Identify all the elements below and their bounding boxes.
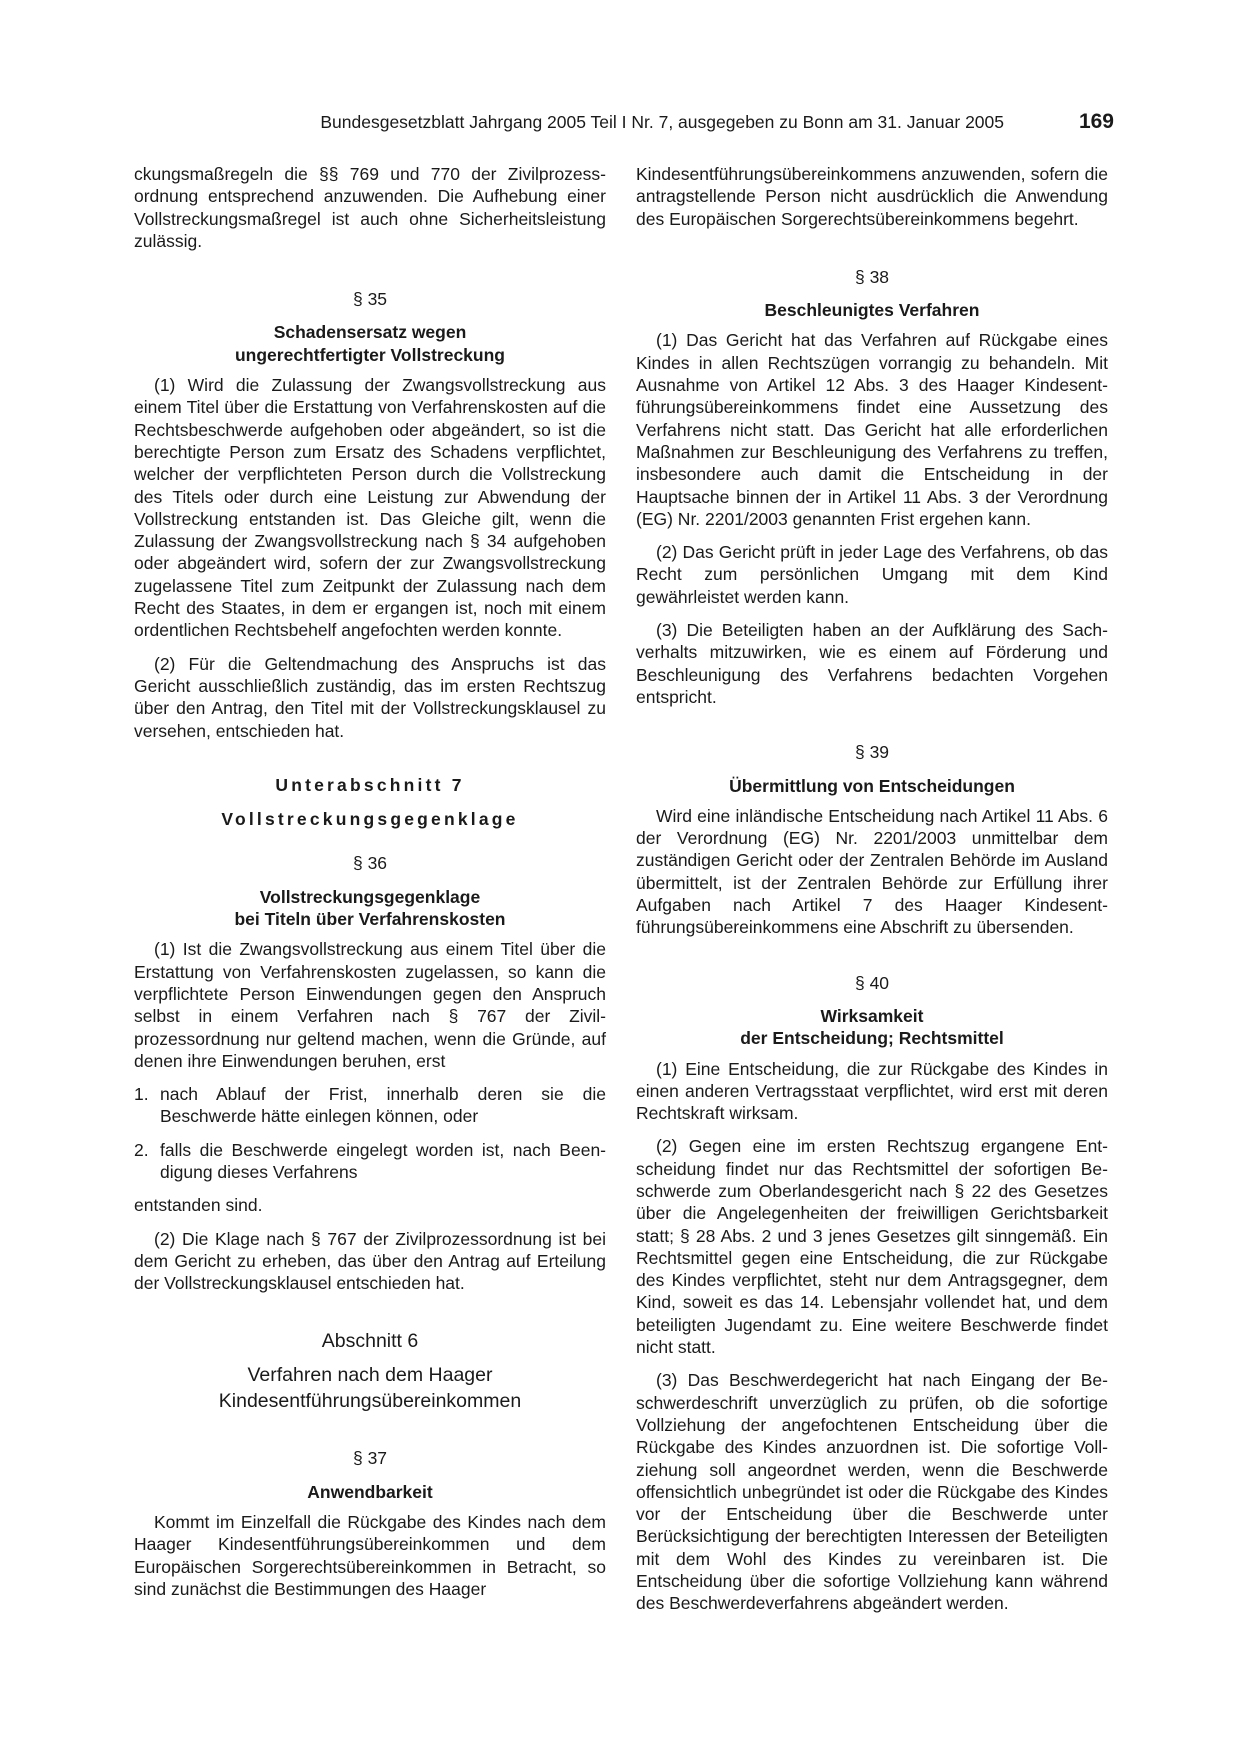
section-number-39: § 39	[854, 742, 890, 763]
chapter-title	[134, 1362, 606, 1414]
paragraph: Kommt im Einzelfall die Rückgabe des Kindes nach dem Haager Kindesentführungsübereinkommen und dem Europäischen Sorgerechtsübereinkommen in Betracht, so sind zunächst die Bestimmungen des Haager	[134, 1512, 606, 1599]
paragraph: (2) Das Gericht prüft in jeder Lage des Verfahrens, ob das Recht zum persönlichen Umgang mit dem Kind gewährleistet werden kann.	[636, 542, 1108, 607]
paragraph: (1) Eine Entscheidung, die zur Rückgabe des Kindes in einen anderen Vertragsstaat verpflichtet, wird erst mit deren Rechtskraft wirksam.	[636, 1058, 1108, 1124]
list-number: 2.	[134, 1139, 149, 1160]
paragraph: entstanden sind.	[134, 1195, 263, 1216]
chapter-title-line: Verfahren nach dem Haager	[247, 1364, 493, 1387]
section-title-37: Anwendbarkeit	[307, 1481, 433, 1502]
section-title-40	[636, 1005, 1108, 1050]
paragraph: Wird eine inländische Entscheidung nach Artikel 11 Abs. 6 der Verordnung (EG) Nr. 2201/2003 unmittelbar dem zuständigen Gericht oder der Zentralen Behörde im Ausland übermittelt, ist der Zentralen Behörde zur Erfüllung ihrer Aufgaben nach Artikel 7 des Haager Kindesentführungsübereinkommens eine Abschrift zu übersenden.	[636, 805, 1108, 938]
section-title-line: Wirksamkeit	[820, 1005, 924, 1026]
list-item	[134, 1139, 606, 1184]
left-column	[134, 163, 606, 1611]
section-title-line: Vollstreckungsgegenklage	[259, 886, 481, 907]
paragraph: (3) Die Beteiligten haben an der Aufklärung des Sachverhalts mitzuwirken, wie es einem auf Förderung und Beschleunigung des Verfahrens bedachten Vorgehen entspricht.	[636, 620, 1108, 707]
section-title-38: Beschleunigtes Verfahren	[764, 300, 980, 321]
page-number: 169	[1078, 110, 1114, 133]
section-number-37: § 37	[352, 1448, 388, 1469]
paragraph: (3) Das Beschwerdegericht hat nach Eingang der Beschwerdeschrift unverzüglich zu prüfen, ob die sofortige Vollziehung der angefochtenen Entscheidung über die Rückgabe des Kindes anzuordnen ist. Die sofortige Vollziehung soll angeordnet werden, wenn die Beschwerde offensichtlich unbegründet ist oder die Rückgabe des Kindes vor der Entscheidung über die Beschwerde unter Berücksichtigung der berechtigten Interessen der Beteiligten mit dem Wohl des Kindes zu vereinbaren ist. Die Entscheidung über die sofortige Vollziehung kann während des Beschwerdeverfahrens abgeändert werden.	[636, 1370, 1108, 1614]
list-item	[134, 1083, 606, 1128]
section-title-36	[134, 886, 606, 931]
section-title-39: Übermittlung von Entscheidungen	[729, 775, 1015, 796]
paragraph: (2) Die Klage nach § 767 der Zivilprozessordnung ist bei dem Gericht zu erheben, das über den Antrag auf Erteilung der Vollstreckungsklausel entschieden hat.	[134, 1228, 606, 1294]
list-text: nach Ablauf der Frist, innerhalb deren sie die Beschwerde hätte einlegen können, oder	[160, 1084, 606, 1127]
subsection-label: Unterabschnitt 7	[275, 774, 465, 795]
running-title: Bundesgesetzblatt Jahrgang 2005 Teil I Nr. 7, ausgegeben zu Bonn am 31. Januar 2005	[320, 112, 1004, 132]
section-number-40: § 40	[854, 972, 890, 993]
list-text: falls die Beschwerde eingelegt worden ist, nach Beendigung dieses Verfahrens	[160, 1139, 606, 1182]
continued-text: ckungsmaßregeln die §§ 769 und 770 der Zivilprozessordnung entsprechend anzuwenden. Die Aufhebung einer Vollstreckungsmaßregel ist auch ohne Sicherheitsleistung zulässig.	[134, 164, 606, 251]
right-column	[636, 163, 1108, 1626]
section-number-36: § 36	[352, 853, 388, 874]
section-title-line: Schadensersatz wegen	[273, 322, 467, 343]
subsection-title: Vollstreckungsgegenklage	[221, 809, 519, 830]
section-title-line: ungerechtfertigter Vollstreckung	[234, 344, 505, 365]
chapter-label: Abschnitt 6	[321, 1330, 419, 1353]
paragraph: (1) Ist die Zwangsvollstreckung aus einem Titel über die Erstattung von Verfahrenskosten zugelassen, so kann die verpflichtete Person Einwendungen gegen den Anspruch selbst in einem Verfahren nach § 767 der Zivilprozessordnung nur geltend machen, wenn die Gründe, auf denen ihre Einwendungen beruhen, erst	[134, 939, 606, 1071]
continued-text: Kindesentführungsübereinkommens anzuwenden, sofern die antragstellende Person nicht ausdrücklich die Anwendung des Europäischen Sorgerechtsübereinkommens begehrt.	[636, 164, 1108, 229]
chapter-title-line: Kindesentführungsübereinkommen	[218, 1390, 522, 1413]
paragraph: (2) Für die Geltendmachung des Anspruchs ist das Gericht ausschließlich zuständig, das im ersten Rechtszug über den Antrag, den Titel mit der Vollstreckungsklausel zu versehen, entschieden hat.	[134, 653, 606, 741]
section-title-line: bei Titeln über Verfahrenskosten	[234, 909, 506, 930]
paragraph: (2) Gegen eine im ersten Rechtszug ergangene Entscheidung findet nur das Rechtsmittel der sofortigen Beschwerde zum Oberlandesgericht nach § 22 des Gesetzes über die Angelegenheiten der freiwilligen Gerichtsbarkeit statt; § 28 Abs. 2 und 3 jenes Gesetzes gilt sinngemäß. Ein Rechtsmittel gegen eine Entscheidung, die zur Rückgabe des Kindes verpflichtet, steht nur dem Antragsgegner, dem Kind, soweit es das 14. Lebensjahr vollendet hat, und dem beteiligten Jugendamt zu. Eine weitere Beschwerde findet nicht statt.	[636, 1136, 1108, 1358]
section-number-38: § 38	[854, 266, 890, 287]
page-header	[134, 110, 1114, 140]
list-number: 1.	[134, 1084, 149, 1105]
section-title-line: der Entscheidung; Rechtsmittel	[740, 1028, 1004, 1049]
section-title-35	[134, 321, 606, 366]
paragraph: (1) Das Gericht hat das Verfahren auf Rückgabe eines Kindes in allen Rechtszügen vorrangig zu behandeln. Mit Ausnahme von Artikel 12 Abs. 3 des Haager Kindesentführungsübereinkommens findet eine Aussetzung des Verfahrens nicht statt. Das Gericht hat alle erforderlichen Maßnahmen zur Beschleunigung des Verfahrens zu treffen, insbesondere auch damit die Entscheidung in der Hauptsache binnen der in Artikel 11 Abs. 3 der Verordnung (EG) Nr. 2201/2003 genannten Frist ergehen kann.	[636, 330, 1108, 529]
section-number-35: § 35	[352, 289, 388, 310]
paragraph: (1) Wird die Zulassung der Zwangsvollstreckung aus einem Titel über die Erstattung von Verfahrenskosten auf die Rechtsbeschwerde aufgehoben oder abgeändert, so ist die berechtigte Person zum Ersatz des Schadens verpflichtet, welcher der verpflichteten Person durch die Vollstreckung des Titels oder durch eine Leistung zur Abwendung der Vollstreckung entstanden ist. Das Gleiche gilt, wenn die Zulassung der Zwangsvollstreckung nach § 34 aufgehoben oder abgeändert wird, sofern der zur Zwangsvollstreckung zugelassene Titel zum Zeitpunkt der Zulassung nach dem Recht des Staates, in dem er ergangen ist, noch mit einem ordentlichen Rechtsbehelf angefochten werden konnte.	[134, 375, 606, 641]
